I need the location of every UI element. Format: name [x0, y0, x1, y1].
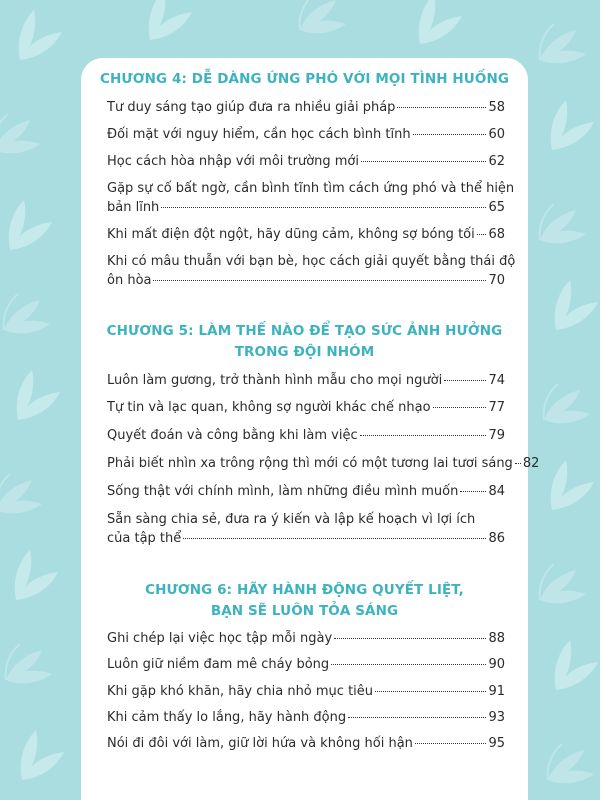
toc-entry[interactable]: Luôn làm gương, trở thành hình mẫu cho mọi người 74 [107, 373, 505, 388]
dot-leader [397, 107, 486, 108]
dot-leader [433, 407, 487, 408]
toc-entry[interactable]: Khi mất điện đột ngột, hãy dũng cảm, không sợ bóng tối 68 [107, 227, 505, 242]
dot-leader [415, 743, 487, 744]
chapter-title: CHƯƠNG 6: HÃY HÀNH ĐỘNG QUYẾT LIỆT, BẠN SẼ LUÔN TỎA SÁNG [145, 582, 464, 619]
toc-entry[interactable]: Nói đi đôi với làm, giữ lời hứa và không hối hận 95 [107, 736, 505, 751]
page-number: 90 [488, 657, 505, 672]
dot-leader [444, 380, 486, 381]
toc-entry[interactable]: Khi có mâu thuẫn với bạn bè, học cách giải quyết bằng thái độ ôn hòa 70 [107, 254, 516, 288]
table-of-contents-card [81, 58, 540, 800]
page-number: 86 [488, 531, 505, 546]
dot-leader [361, 161, 486, 162]
dot-leader [413, 134, 487, 135]
page-number: 79 [488, 428, 505, 443]
dot-leader [515, 463, 521, 464]
chapter-5 [81, 321, 528, 363]
toc-entry[interactable]: Tư duy sáng tạo giúp đưa ra nhiều giải pháp 58 [107, 100, 505, 115]
dot-leader [331, 664, 486, 665]
toc-entry[interactable]: Quyết đoán và công bằng khi làm việc 79 [107, 428, 505, 443]
page-number: 60 [488, 127, 505, 142]
toc-entry[interactable]: Sống thật với chính mình, làm những điều mình muốn 84 [107, 484, 505, 499]
page-number: 65 [488, 200, 505, 215]
dot-leader [334, 638, 486, 639]
page-number: 88 [488, 631, 505, 646]
page-number: 62 [488, 154, 505, 169]
toc-entry[interactable]: Gặp sự cố bất ngờ, cần bình tĩnh tìm cách ứng phó và thể hiện bản lĩnh 65 [107, 181, 515, 215]
dot-leader [477, 234, 487, 235]
toc-entry[interactable]: Phải biết nhìn xa trông rộng thì mới có một tương lai tươi sáng 82 [107, 456, 540, 471]
chapter-4 [81, 69, 528, 90]
toc-entry[interactable]: Luôn giữ niềm đam mê cháy bỏng 90 [107, 657, 505, 672]
page-number: 58 [488, 100, 505, 115]
toc-entry[interactable]: Khi cảm thấy lo lắng, hãy hành động 93 [107, 710, 505, 725]
page-number: 91 [488, 684, 505, 699]
toc-entry[interactable]: Đối mặt với nguy hiểm, cần học cách bình tĩnh 60 [107, 127, 505, 142]
toc-entry[interactable]: Khi gặp khó khăn, hãy chia nhỏ mục tiêu 91 [107, 684, 505, 699]
toc-entry[interactable]: Học cách hòa nhập với môi trường mới 62 [107, 154, 505, 169]
chapter-6 [81, 580, 528, 622]
page-number: 74 [488, 373, 505, 388]
page-number: 95 [488, 736, 505, 751]
page-number: 84 [488, 484, 505, 499]
dot-leader [161, 207, 486, 208]
toc-entry[interactable]: Ghi chép lại việc học tập mỗi ngày 88 [107, 631, 505, 646]
chapter-title: CHƯƠNG 5: LÀM THẾ NÀO ĐỂ TẠO SỨC ẢNH HƯỞNG TRONG ĐỘI NHÓM [106, 323, 503, 360]
toc-entry[interactable]: Sẵn sàng chia sẻ, đưa ra ý kiến và lập kế hoạch vì lợi ích của tập thể 86 [107, 512, 505, 546]
toc-entry[interactable]: Tự tin và lạc quan, không sợ người khác chế nhạo 77 [107, 400, 505, 415]
dot-leader [360, 435, 487, 436]
dot-leader [460, 491, 486, 492]
chapter-title: CHƯƠNG 4: DỄ DÀNG ỨNG PHÓ VỚI MỌI TÌNH HUỐNG [99, 71, 510, 87]
dot-leader [375, 691, 486, 692]
page-number: 93 [488, 710, 505, 725]
page-number: 68 [488, 227, 505, 242]
dot-leader [348, 717, 486, 718]
page-number: 82 [522, 456, 540, 471]
dot-leader [183, 538, 486, 539]
page-number: 70 [488, 273, 505, 288]
dot-leader [153, 280, 486, 281]
page-number: 77 [488, 400, 505, 415]
